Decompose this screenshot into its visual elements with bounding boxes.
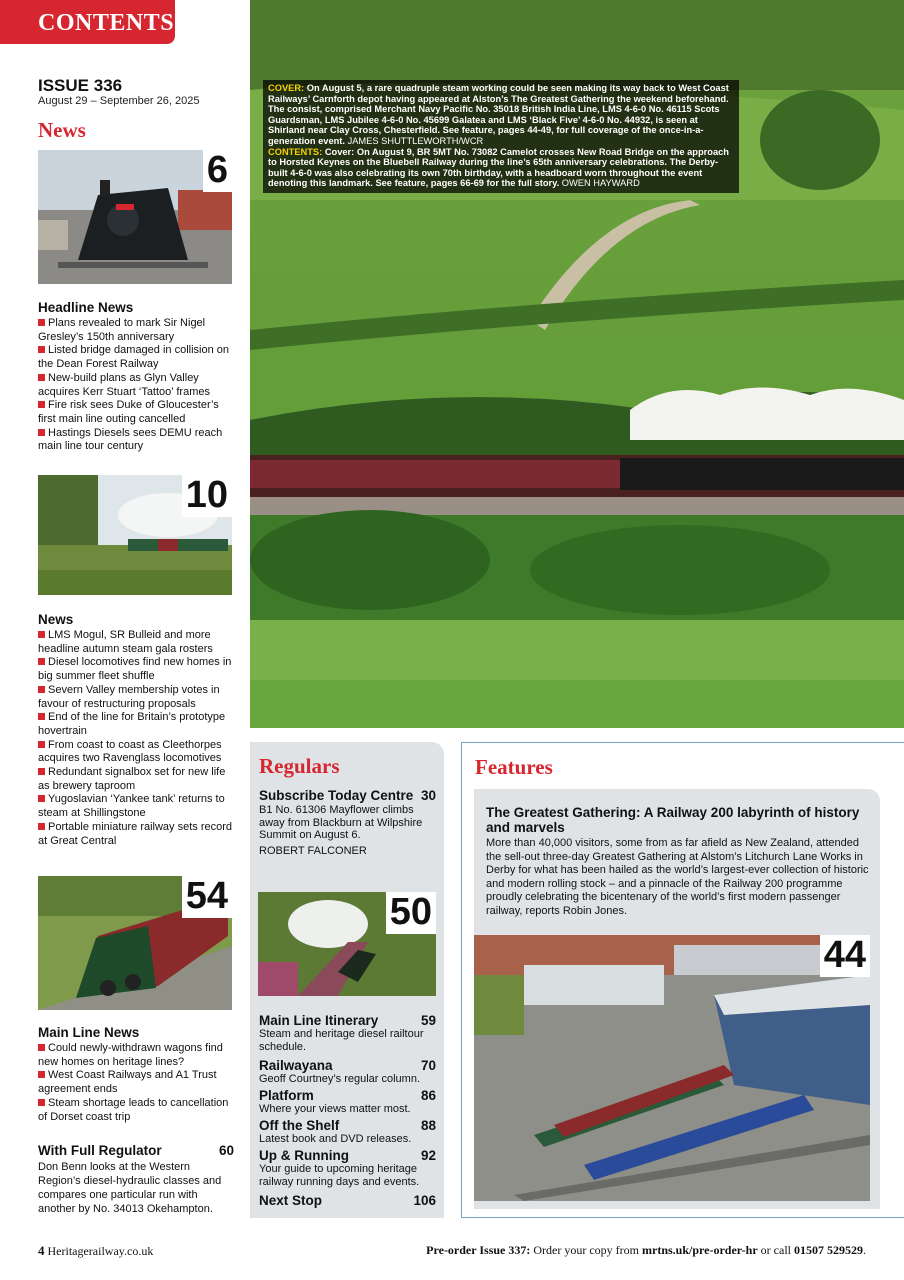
bullet-square-icon bbox=[38, 1099, 45, 1106]
subscribe-credit: ROBERT FALCONER bbox=[259, 844, 367, 857]
contents-caption-credit: OWEN HAYWARD bbox=[561, 178, 640, 189]
thumb-page-6[interactable] bbox=[38, 150, 232, 284]
bullet-square-icon bbox=[38, 319, 45, 326]
regular-item[interactable]: Main Line Itinerary 59 Steam and heritage diesel railtour schedule. bbox=[259, 1013, 436, 1053]
footer-preorder: Pre-order Issue 337: Order your copy from mrtns.uk/pre-order-hr or call 01507 529529. bbox=[426, 1243, 866, 1257]
bullet-square-icon bbox=[38, 631, 45, 638]
thumb-page-number: 54 bbox=[182, 876, 232, 918]
bullet-square-icon bbox=[38, 1044, 45, 1051]
full-regulator-section bbox=[38, 1143, 234, 1216]
contents-label: CONTENTS bbox=[38, 10, 175, 36]
bullet-square-icon bbox=[38, 795, 45, 802]
list-item[interactable]: LMS Mogul, SR Bulleid and more headline autumn steam gala rosters bbox=[38, 629, 213, 655]
list-item[interactable]: Portable miniature railway sets record at Great Central bbox=[38, 820, 233, 847]
thumb-page-number: 50 bbox=[386, 892, 436, 934]
subscribe-title: Subscribe Today Centre bbox=[259, 788, 414, 803]
footer-page-number: 4 bbox=[38, 1243, 45, 1258]
headline-news-title: Headline News bbox=[38, 300, 134, 315]
list-item[interactable]: Fire risk sees Duke of Gloucester’s first main line outing cancelled bbox=[38, 399, 219, 425]
thumb-page-10[interactable] bbox=[38, 475, 232, 595]
regular-item[interactable]: Next Stop 106 bbox=[259, 1193, 436, 1208]
bullet-square-icon bbox=[38, 823, 45, 830]
list-item[interactable]: Diesel locomotives find new homes in big summer fleet shuffle bbox=[38, 656, 232, 683]
bullet-square-icon bbox=[38, 768, 45, 775]
thumb-page-50[interactable] bbox=[258, 892, 436, 996]
thumb-page-54[interactable] bbox=[38, 876, 232, 1010]
list-item[interactable]: Hastings Diesels sees DEMU reach main line tour century bbox=[38, 426, 223, 453]
news-heading: News bbox=[38, 118, 86, 142]
preorder-url-link[interactable]: mrtns.uk/pre-order-hr bbox=[642, 1243, 758, 1257]
thumb-page-number: 44 bbox=[820, 935, 870, 977]
feature-article[interactable] bbox=[474, 789, 880, 1209]
list-item[interactable]: End of the line for Britain’s prototype hovertrain bbox=[38, 711, 226, 737]
regulars-heading: Regulars bbox=[259, 754, 340, 778]
subscribe-text: B1 No. 61306 Mayflower climbs away from Blackburn at Wilpshire Summit on August 6. bbox=[259, 804, 423, 842]
news-section bbox=[38, 612, 234, 848]
regular-item[interactable]: Up & Running 92 Your guide to upcoming heritage railway running days and events. bbox=[259, 1148, 436, 1188]
cover-caption-label: COVER: bbox=[268, 83, 305, 93]
bullet-square-icon bbox=[38, 374, 45, 381]
issue-number: ISSUE 336 bbox=[38, 76, 123, 95]
thumb-page-number: 6 bbox=[203, 150, 232, 192]
headline-news-section bbox=[38, 300, 234, 454]
regulars-panel bbox=[250, 742, 444, 1218]
bullet-square-icon bbox=[38, 713, 45, 720]
footer-site[interactable]: Heritagerailway.co.uk bbox=[47, 1244, 154, 1258]
contents-tab bbox=[0, 0, 175, 44]
list-item[interactable]: Yugoslavian ‘Yankee tank’ returns to steam at Shillingstone bbox=[38, 793, 225, 820]
list-item[interactable]: From coast to coast as Cleethorpes acquires two Ravenglass locomotives bbox=[38, 738, 222, 765]
feature-title: The Greatest Gathering: A Railway 200 labyrinth of history and marvels bbox=[486, 805, 860, 835]
full-regulator-title: With Full Regulator bbox=[38, 1143, 162, 1158]
features-heading: Features bbox=[475, 755, 553, 779]
bullet-square-icon bbox=[38, 658, 45, 665]
list-item[interactable]: Steam shortage leads to cancellation of Dorset coast trip bbox=[38, 1096, 229, 1123]
bullet-square-icon bbox=[38, 346, 45, 353]
preorder-or: or call bbox=[760, 1243, 791, 1257]
preorder-text: Order your copy from bbox=[533, 1243, 640, 1257]
news-title: News bbox=[38, 612, 74, 627]
cover-caption-credit: JAMES SHUTTLEWORTH/WCR bbox=[347, 135, 484, 146]
thumb-page-number: 10 bbox=[182, 475, 232, 517]
list-item[interactable]: Redundant signalbox set for new life as brewery taproom bbox=[38, 766, 226, 792]
main-line-news-section bbox=[38, 1025, 234, 1124]
list-item[interactable]: Severn Valley membership votes in favour of restructuring proposals bbox=[38, 683, 220, 710]
regular-item[interactable]: Off the Shelf 88 Latest book and DVD releases. bbox=[259, 1118, 436, 1145]
preorder-phone[interactable]: 01507 529529 bbox=[794, 1243, 863, 1257]
feature-text: More than 40,000 visitors, some from as far afield as New Zealand, attended the sell-out three-day Greatest Gathering at Alstom’s Litchurch Lane Works in Derby for what has been hailed as the world’s largest-ever collection of historic and modern rolling stock – and a pinnacle of the Railway 200 programme proudly celebrating the bicentenary of the world’s first modern passenger railway, reports Robin Jones. bbox=[486, 837, 869, 917]
cover-caption bbox=[263, 80, 739, 193]
cover-caption-text: On August 5, a rare quadruple steam working could be seen making its way back to West Coast Railways’ Carnforth depot having appeared at Alston’s The Greatest Gathering the weekend beforehand. The consist, comprised Merchant Navy Pacific No. 35018 British India Line, LMS 4-6-0 No. 46115 Scots Guardsman, LMS Jubilee 4-6-0 No. 45699 Galatea and LMS ‘Black Five’ 4-6-0 No. 44932, is seen at Shirland near Clay Cross, Chesterfield. See feature, pages 44-49, for full coverage of the once-in-a-generation event. bbox=[268, 83, 729, 146]
features-panel bbox=[461, 742, 904, 1218]
list-item[interactable]: New-build plans as Glyn Valley acquires Kerr Stuart ‘Tattoo’ frames bbox=[38, 371, 210, 398]
list-item[interactable]: West Coast Railways and A1 Trust agreement ends bbox=[38, 1069, 217, 1096]
list-item[interactable]: Could newly-withdrawn wagons find new homes on heritage lines? bbox=[38, 1042, 223, 1068]
list-item[interactable]: Plans revealed to mark Sir Nigel Gresley’s 150th anniversary bbox=[38, 317, 206, 343]
subscribe-page: 30 bbox=[420, 788, 436, 803]
bullet-square-icon bbox=[38, 1071, 45, 1078]
contents-caption-text: Cover: On August 9, BR 5MT No. 73082 Camelot crosses New Road Bridge on the approach to Horsted Keynes on the Bluebell Railway during the line’s 65th anniversary celebrations. The Derby-built 4-6-0 was also celebrating its own 70th birthday, with a headboard worn throughout the event denoting this landmark. See feature, pages 66-69 for the full story. bbox=[268, 146, 729, 189]
main-line-news-title: Main Line News bbox=[38, 1025, 140, 1040]
regular-item[interactable]: Railwayana 70 Geoff Courtney’s regular column. bbox=[259, 1058, 436, 1085]
footer-left bbox=[38, 1243, 153, 1259]
regular-item[interactable]: Platform 86 Where your views matter most. bbox=[259, 1088, 436, 1115]
bullet-square-icon bbox=[38, 429, 45, 436]
issue-dates: August 29 – September 26, 2025 bbox=[38, 95, 200, 107]
preorder-label: Pre-order Issue 337: bbox=[426, 1243, 531, 1257]
bullet-square-icon bbox=[38, 401, 45, 408]
full-regulator-page: 60 bbox=[218, 1143, 234, 1158]
list-item[interactable]: Listed bridge damaged in collision on the Dean Forest Railway bbox=[38, 344, 230, 371]
full-regulator-text: Don Benn looks at the Western Region’s diesel-hydraulic classes and compares one particular run with another by No. 34013 Okehampton. bbox=[38, 1161, 222, 1215]
bullet-square-icon bbox=[38, 741, 45, 748]
contents-caption-label: CONTENTS: bbox=[268, 146, 323, 157]
subscribe-item[interactable] bbox=[259, 788, 436, 857]
feature-depot-image bbox=[474, 935, 870, 1201]
feature-photo bbox=[474, 935, 870, 1201]
bullet-square-icon bbox=[38, 686, 45, 693]
